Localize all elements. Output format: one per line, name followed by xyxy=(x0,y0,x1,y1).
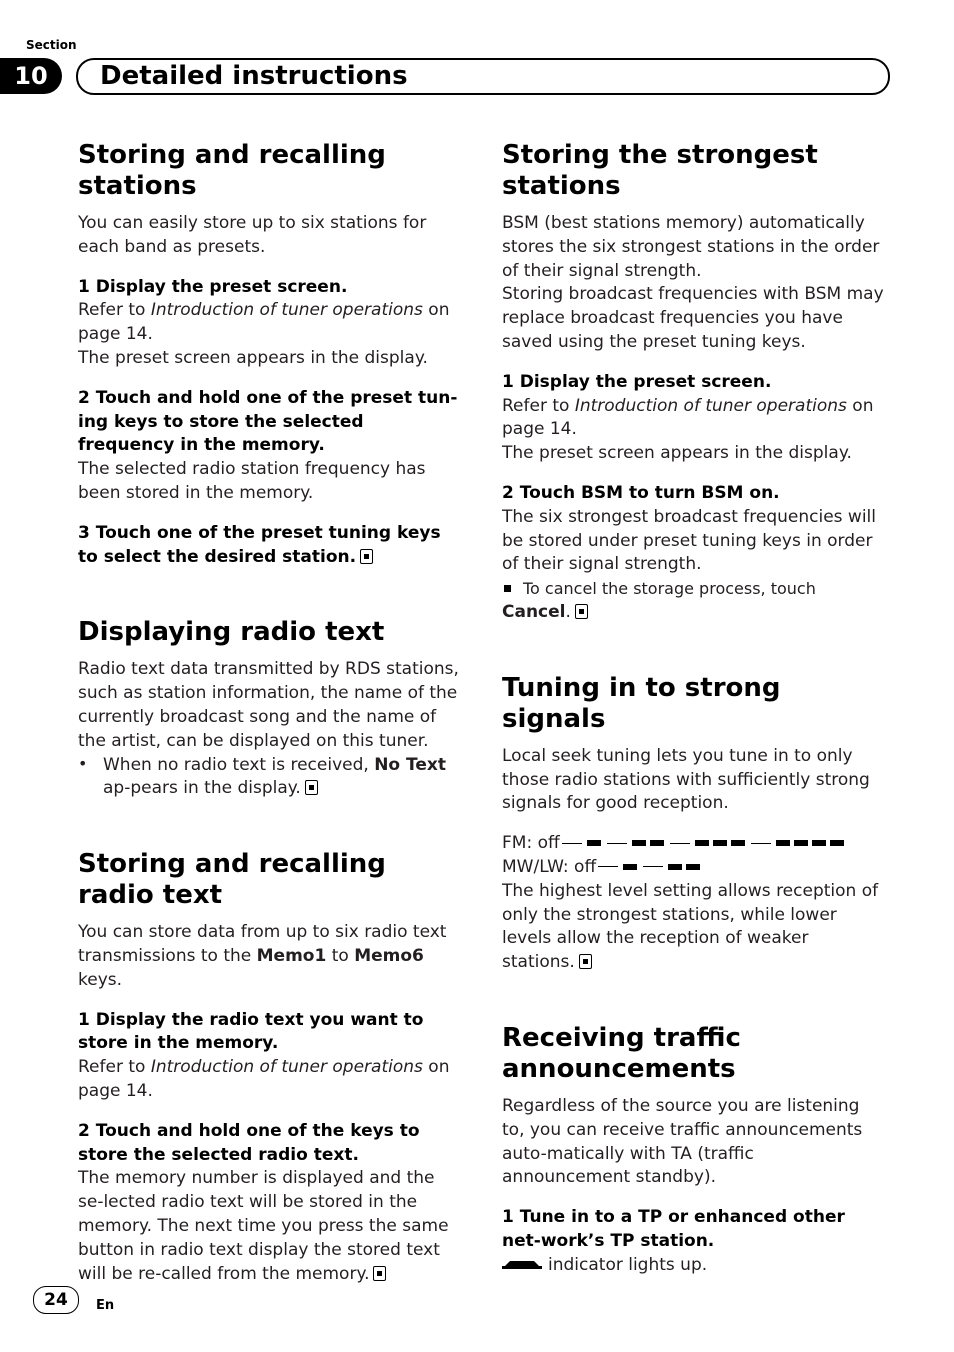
dash-icon xyxy=(598,866,618,867)
mw-levels: MW/LW: off xyxy=(502,856,886,880)
traffic-announcements-heading: Receiving traffic announcements xyxy=(502,1022,741,1084)
storing-recalling-radio-text-heading: Storing and recalling radio text xyxy=(78,849,386,911)
no-text-bullet: • When no radio text is received, No Text ap-pears in the display. xyxy=(78,754,462,802)
level-bar-icon xyxy=(686,864,700,870)
end-mark-icon xyxy=(373,1266,386,1281)
end-mark-icon xyxy=(575,604,588,619)
dash-icon xyxy=(643,866,663,867)
step-2-title: 2 Touch and hold one of the preset tun-ing keys to store the selected frequency in the memory. xyxy=(78,387,458,456)
dash-icon xyxy=(751,843,771,844)
local-seek-body: Local seek tuning lets you tune in to only those radio stations with sufficiently strong signals for good reception. xyxy=(502,745,870,814)
step-3-title: 3 Touch one of the preset tuning keys to select the desired station. xyxy=(78,522,441,567)
radio-text-step-1-reference: Refer to Introduction of tuner operations on page 14. xyxy=(78,1057,450,1101)
dash-icon xyxy=(562,843,582,844)
end-mark-icon xyxy=(579,954,592,969)
step-1-title: 1 Display the preset screen. xyxy=(78,276,348,297)
section-title-box xyxy=(76,58,890,95)
bsm-step-2-note: The six strongest broadcast frequencies will be stored under preset tuning keys in order of their signal strength. xyxy=(502,506,876,575)
bsm-description: BSM (best stations memory) automatically stores the six strongest stations in the order of their signal strength. xyxy=(502,213,880,281)
bsm-step-1-title: 1 Display the preset screen. xyxy=(502,371,772,392)
section-number: 10 xyxy=(0,58,62,94)
page-number: 24 xyxy=(33,1286,79,1314)
displaying-radio-text-heading: Displaying radio text xyxy=(78,617,385,648)
bsm-step-1-reference: Refer to Introduction of tuner operations on page 14. xyxy=(502,395,874,440)
level-bar-icon xyxy=(731,840,745,846)
level-bar-icon xyxy=(587,840,601,846)
local-seek-note: The highest level setting allows reception of only the strongest stations, while lower levels allow the reception of weaker stations. xyxy=(502,880,879,973)
level-bar-icon xyxy=(776,840,790,846)
tuning-strong-signals-heading: Tuning in to strong signals xyxy=(502,672,781,734)
radio-text-step-2-note: The memory number is displayed and the se-lected radio text will be stored in the memory. The next time you press the same button in radio text display the stored text will be re-called from the memory. xyxy=(78,1168,449,1284)
level-bar-icon xyxy=(650,840,664,846)
step-1-reference: Refer to Introduction of tuner operations on page 14. xyxy=(78,300,450,345)
traffic-body: Regardless of the source you are listening to, you can receive traffic announcements auto-matically with TA (traffic announcement standby). xyxy=(502,1095,863,1188)
storing-strongest-stations-heading: Storing the strongest stations xyxy=(502,140,818,201)
section-title: Detailed instructions xyxy=(100,61,408,91)
level-bar-icon xyxy=(668,864,682,870)
fm-levels: FM: off xyxy=(502,832,886,856)
storing-recalling-stations-heading: Storing and recalling stations xyxy=(78,140,386,201)
cancel-note-end: Cancel. xyxy=(502,601,886,625)
bsm-warning: Storing broadcast frequencies with BSM may replace broadcast frequencies you have saved using the preset tuning keys. xyxy=(502,284,884,352)
square-bullet-icon xyxy=(504,585,511,592)
level-bar-icon xyxy=(794,840,808,846)
storing-intro: You can easily store up to six stations for each band as presets. xyxy=(78,213,427,257)
step-1-note: The preset screen appears in the display. xyxy=(78,347,428,368)
language-label: En xyxy=(96,1298,115,1313)
dash-icon xyxy=(607,843,627,844)
bsm-step-1-note: The preset screen appears in the display. xyxy=(502,443,852,464)
cancel-note: To cancel the storage process, touch xyxy=(502,577,886,601)
radio-text-memo-intro: You can store data from up to six radio text transmissions to the Memo1 to Memo6 keys. xyxy=(78,922,447,990)
bsm-step-2-title: 2 Touch BSM to turn BSM on. xyxy=(502,482,780,503)
step-2-note: The selected radio station frequency has been stored in the memory. xyxy=(78,459,426,503)
traffic-step-1-title: 1 Tune in to a TP or enhanced other net-work’s TP station. xyxy=(502,1207,845,1251)
level-bar-icon xyxy=(632,840,646,846)
tp-car-icon xyxy=(502,1257,542,1273)
radio-text-step-2-title: 2 Touch and hold one of the keys to store the selected radio text. xyxy=(78,1120,420,1165)
radio-text-step-1-title: 1 Display the radio text you want to store in the memory. xyxy=(78,1009,424,1054)
dash-icon xyxy=(670,843,690,844)
bullet-icon: • xyxy=(78,753,88,773)
level-bar-icon xyxy=(830,840,844,846)
level-bar-icon xyxy=(695,840,709,846)
end-mark-icon xyxy=(360,549,373,564)
left-column xyxy=(78,140,462,1286)
level-bar-icon xyxy=(623,864,637,870)
level-bar-icon xyxy=(812,840,826,846)
end-mark-icon xyxy=(305,780,318,795)
level-bar-icon xyxy=(713,840,727,846)
tp-indicator-note: indicator lights up. xyxy=(502,1254,886,1278)
right-column xyxy=(502,140,886,1278)
radio-text-body: Radio text data transmitted by RDS stations, such as station information, the name of the currently broadcast song and the name of the artist, can be displayed on this tuner. xyxy=(78,659,459,751)
section-label: Section xyxy=(26,38,77,52)
